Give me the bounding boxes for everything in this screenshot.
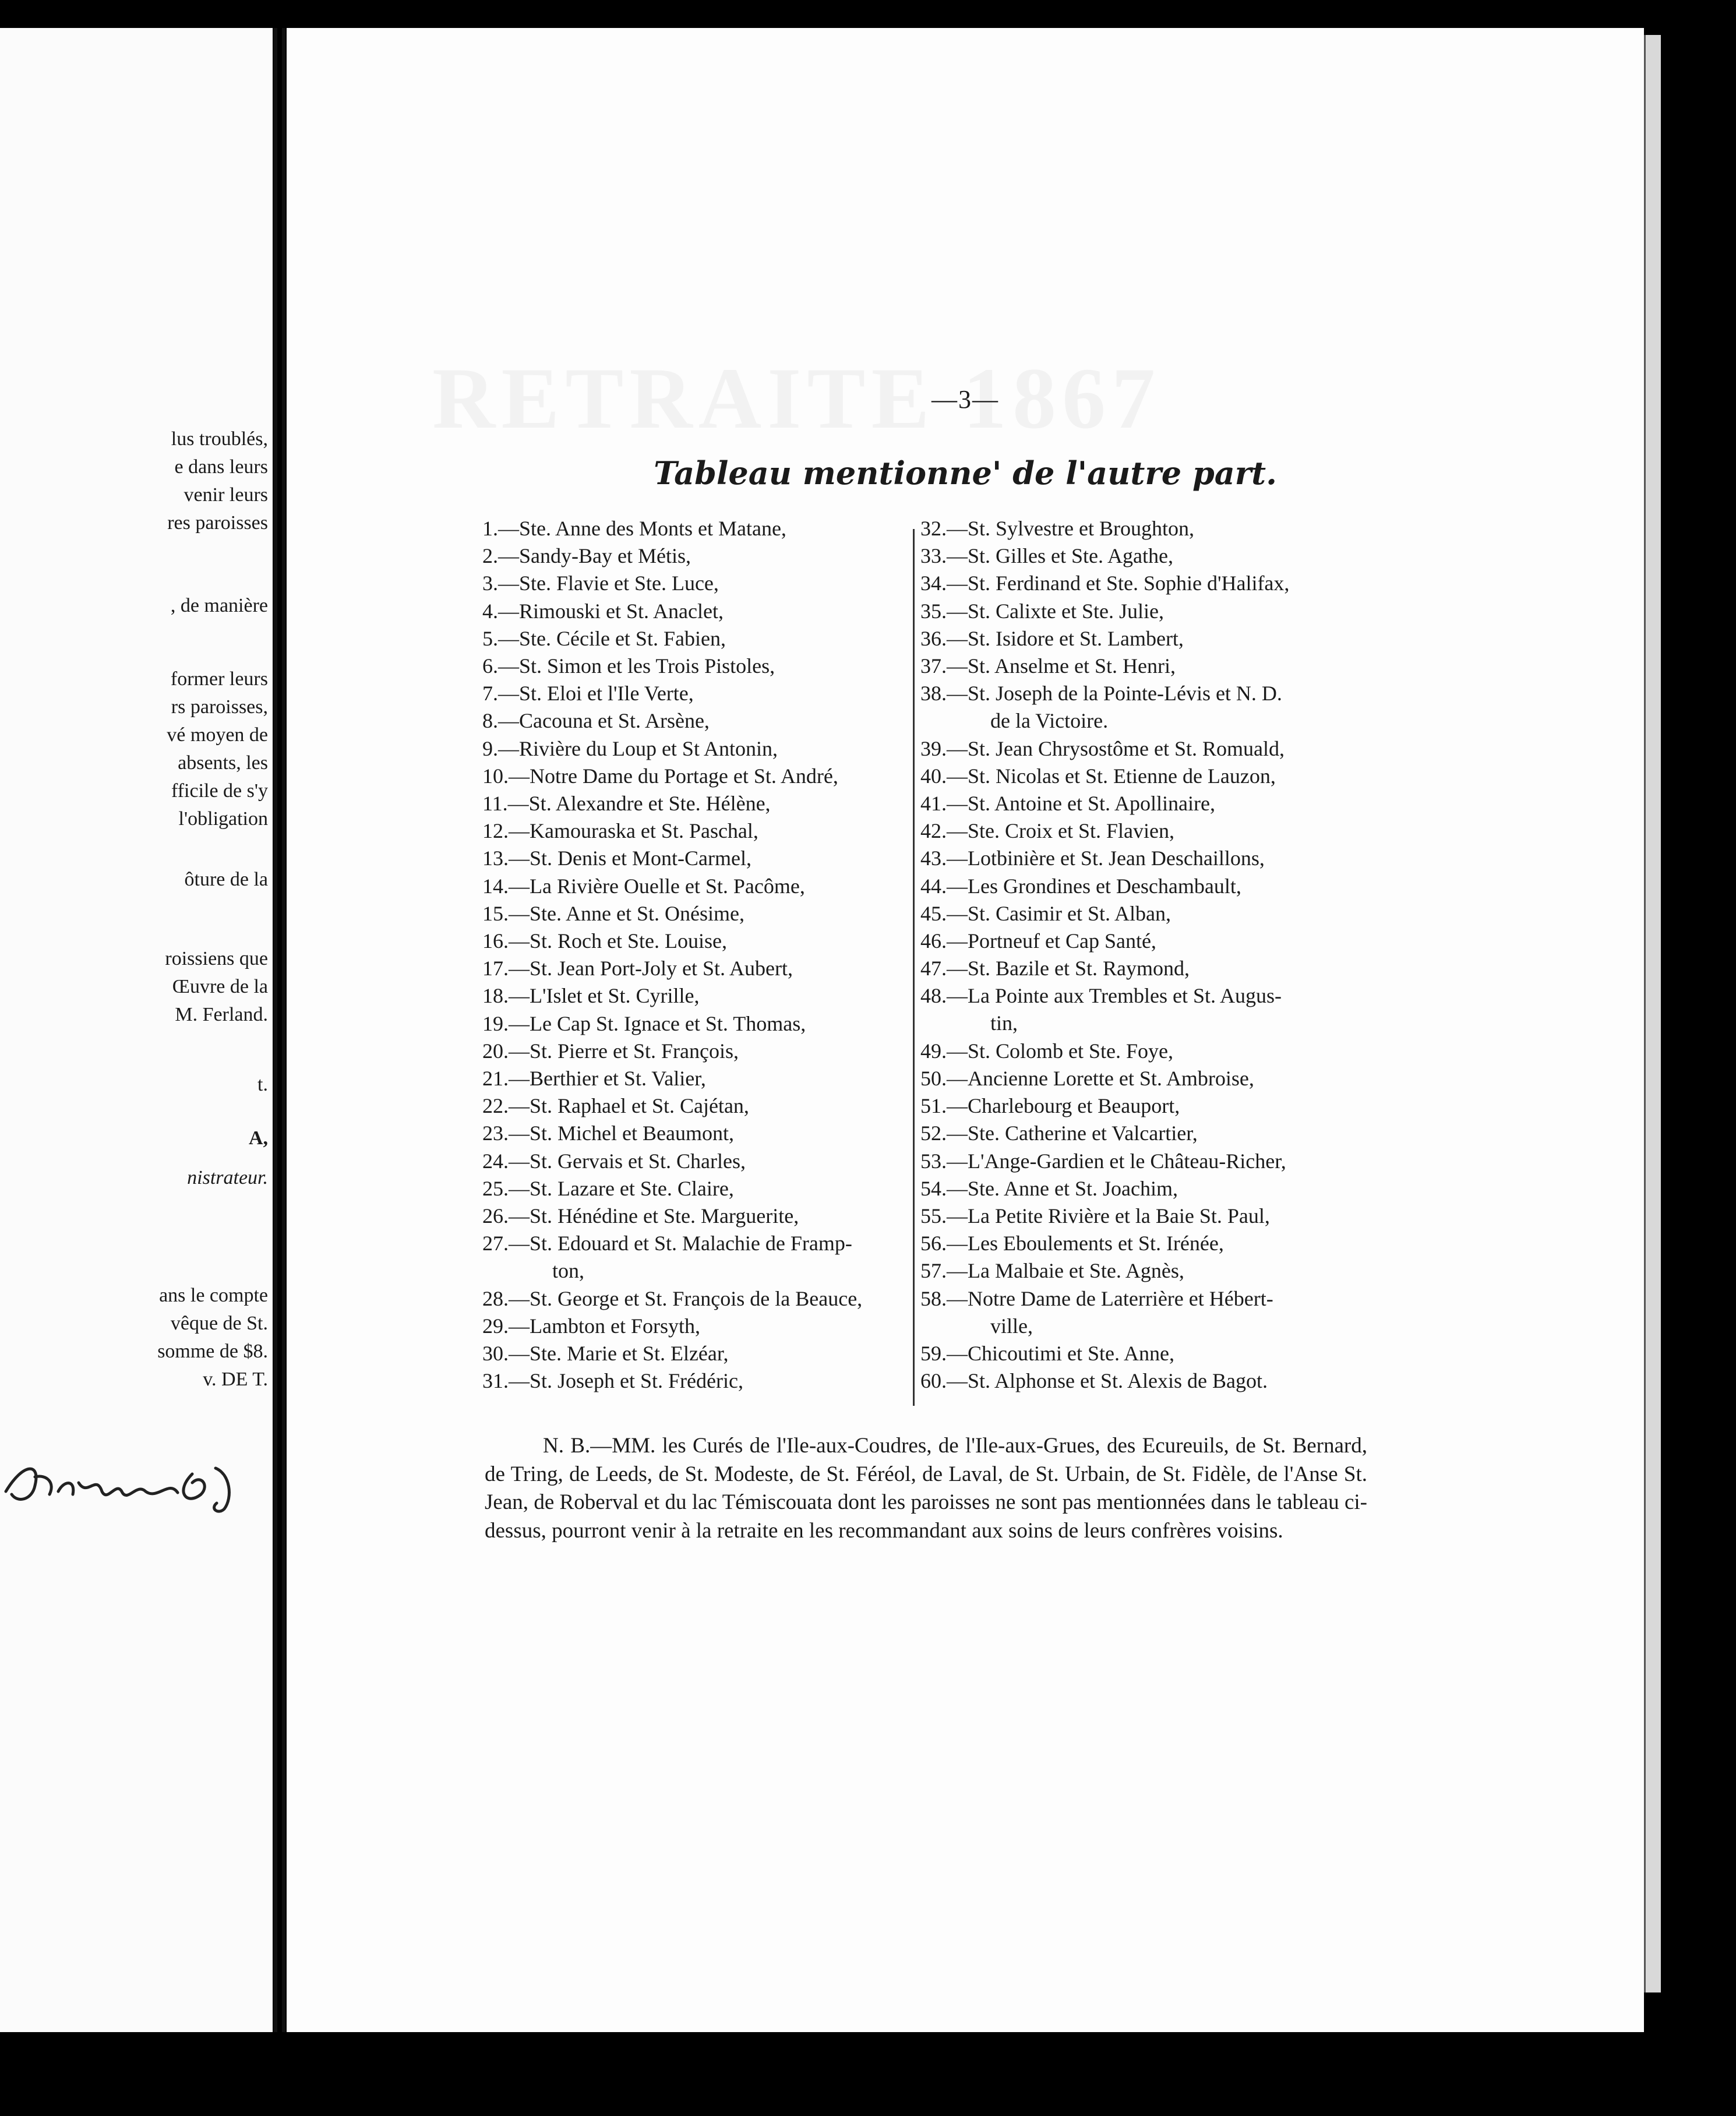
facing-page-line: v. DE T. xyxy=(203,1369,268,1390)
facing-page-line: nistrateur. xyxy=(187,1167,268,1189)
parish-entry xyxy=(482,900,744,927)
parish-entry xyxy=(482,845,751,872)
parish-entry-text: 30.—Ste. Marie et St. Elzéar, xyxy=(482,1342,729,1365)
parish-entry xyxy=(482,1367,743,1395)
parish-entry-continuation: de la Victoire. xyxy=(990,709,1109,733)
parish-entry xyxy=(920,1120,1198,1147)
parish-entry-text: 29.—Lambton et Forsyth, xyxy=(482,1314,700,1338)
facing-page-line: A, xyxy=(248,1127,268,1149)
parish-entry xyxy=(920,927,1156,955)
parish-entry-text: 26.—St. Hénédine et Ste. Marguerite, xyxy=(482,1204,799,1228)
parish-entry xyxy=(482,515,786,542)
parish-entry xyxy=(920,1038,1173,1065)
parish-entry xyxy=(920,1340,1174,1367)
parish-entry xyxy=(920,1148,1286,1175)
parish-entry-text: 31.—St. Joseph et St. Frédéric, xyxy=(482,1369,743,1393)
parish-entry-text: 59.—Chicoutimi et Ste. Anne, xyxy=(920,1342,1174,1365)
parish-entry-text: 25.—St. Lazare et Ste. Claire, xyxy=(482,1176,734,1200)
page-number: —3— xyxy=(931,385,999,414)
parish-entry-text: 45.—St. Casimir et St. Alban, xyxy=(920,901,1172,925)
parish-entry xyxy=(920,1175,1178,1202)
parish-entry xyxy=(920,1202,1270,1230)
parish-entry-text: 40.—St. Nicolas et St. Etienne de Lauzon, xyxy=(920,764,1276,788)
parish-entry xyxy=(482,1010,806,1038)
page-edge xyxy=(1644,35,1661,1992)
parish-entry-text: 55.—La Petite Rivière et la Baie St. Paul, xyxy=(920,1204,1270,1228)
facing-page-line: roissiens que xyxy=(165,948,268,969)
parish-entry-text: 12.—Kamouraska et St. Paschal, xyxy=(482,819,758,843)
parish-entry-text: 21.—Berthier et St. Valier, xyxy=(482,1067,706,1090)
parish-entry xyxy=(482,817,758,845)
parish-entry-text: 18.—L'Islet et St. Cyrille, xyxy=(482,984,700,1008)
facing-page-line: absents, les xyxy=(178,752,268,774)
parish-entry xyxy=(920,1092,1180,1120)
facing-page-line: rs paroisses, xyxy=(171,696,268,718)
page-title: Tableau mentionne' de l'autre part. xyxy=(654,454,1277,492)
parish-entry xyxy=(482,1120,734,1147)
parish-entry xyxy=(482,1148,746,1175)
parish-entry xyxy=(920,1367,1268,1395)
parish-entry-text: 36.—St. Isidore et St. Lambert, xyxy=(920,626,1184,650)
parish-entry xyxy=(920,1257,1184,1285)
parish-entry-text: 17.—St. Jean Port-Joly et St. Aubert, xyxy=(482,957,793,981)
parish-entry xyxy=(920,1230,1224,1257)
parish-entry-text: 60.—St. Alphonse et St. Alexis de Bagot. xyxy=(920,1369,1268,1393)
parish-entry xyxy=(482,1175,734,1202)
parish-entry-text: 19.—Le Cap St. Ignace et St. Thomas, xyxy=(482,1011,806,1035)
parish-entry xyxy=(482,1202,799,1230)
facing-page-line: l'obligation xyxy=(178,808,268,830)
parish-entry-text: 2.—Sandy-Bay et Métis, xyxy=(482,544,691,568)
parish-entry xyxy=(482,680,694,707)
parish-entry-continuation: ton, xyxy=(552,1259,585,1283)
parish-entry-text: 54.—Ste. Anne et St. Joachim, xyxy=(920,1176,1178,1200)
parish-entry xyxy=(920,680,1282,735)
parish-entry xyxy=(920,1285,1273,1340)
parish-entry-text: 34.—St. Ferdinand et Ste. Sophie d'Halifax, xyxy=(920,572,1290,595)
parish-entry-text: 43.—Lotbinière et St. Jean Deschaillons, xyxy=(920,847,1265,870)
parish-entry xyxy=(482,927,727,955)
parish-entry-text: 9.—Rivière du Loup et St Antonin, xyxy=(482,736,778,760)
parish-entry-text: 3.—Ste. Flavie et Ste. Luce, xyxy=(482,572,719,595)
gutter-line-right xyxy=(282,28,285,2032)
facing-page-line: vé moyen de xyxy=(167,724,268,746)
parish-entry-continuation: tin, xyxy=(990,1011,1018,1035)
parish-entry-text: 41.—St. Antoine et St. Apollinaire, xyxy=(920,792,1215,815)
facing-page-line: , de manière xyxy=(170,595,268,616)
facing-page-line: t. xyxy=(257,1074,268,1095)
parish-entry-text: 7.—St. Eloi et l'Ile Verte, xyxy=(482,682,694,706)
parish-entry xyxy=(920,515,1194,542)
parish-entry xyxy=(482,625,726,653)
parish-entry-text: 6.—St. Simon et les Trois Pistoles, xyxy=(482,654,775,678)
parish-entry xyxy=(482,1313,700,1340)
parish-entry xyxy=(482,598,724,625)
parish-entry-text: 32.—St. Sylvestre et Broughton, xyxy=(920,517,1194,540)
parish-entry xyxy=(482,873,805,900)
parish-entry xyxy=(920,570,1289,597)
parish-entry-text: 15.—Ste. Anne et St. Onésime, xyxy=(482,901,744,925)
parish-entry-text: 14.—La Rivière Ouelle et St. Pacôme, xyxy=(482,874,805,898)
parish-entry-text: 57.—La Malbaie et Ste. Agnès, xyxy=(920,1259,1184,1283)
parish-entry-text: 38.—St. Joseph de la Pointe-Lévis et N. D. xyxy=(920,682,1282,706)
parish-entry-text: 22.—St. Raphael et St. Cajétan, xyxy=(482,1094,749,1118)
parish-entry-continuation: ville, xyxy=(990,1314,1033,1338)
parish-entry-text: 8.—Cacouna et St. Arsène, xyxy=(482,709,710,733)
parish-entry xyxy=(482,542,691,570)
facing-page-line: lus troublés, xyxy=(171,428,268,450)
parish-entry-text: 58.—Notre Dame de Laterrière et Hébert- xyxy=(920,1286,1273,1310)
parish-entry xyxy=(482,955,793,982)
parish-entry-text: 10.—Notre Dame du Portage et St. André, xyxy=(482,764,838,788)
facing-page-line: fficile de s'y xyxy=(171,780,268,802)
document-page xyxy=(287,28,1644,2032)
parish-entry xyxy=(482,735,778,763)
parish-entry xyxy=(482,1038,739,1065)
facing-page-line: ôture de la xyxy=(184,869,268,890)
parish-entry-text: 28.—St. George et St. François de la Beauce, xyxy=(482,1286,863,1310)
facing-page-line: venir leurs xyxy=(184,484,268,506)
column-divider xyxy=(913,529,915,1406)
parish-entry xyxy=(920,873,1241,900)
parish-entry-text: 49.—St. Colomb et Ste. Foye, xyxy=(920,1039,1174,1063)
parish-entry xyxy=(920,817,1174,845)
parish-entry-text: 48.—La Pointe aux Trembles et St. Augus- xyxy=(920,984,1282,1008)
parish-entry-text: 16.—St. Roch et Ste. Louise, xyxy=(482,929,727,953)
parish-entry xyxy=(920,982,1282,1037)
parish-entry-text: 20.—St. Pierre et St. François, xyxy=(482,1039,739,1063)
parish-entry xyxy=(482,653,775,680)
facing-page-fragment xyxy=(0,28,273,2032)
facing-page-line: former leurs xyxy=(170,668,268,690)
parish-entry xyxy=(482,1065,706,1092)
parish-entry-text: 4.—Rimouski et St. Anaclet, xyxy=(482,599,724,623)
parish-entry xyxy=(482,790,771,817)
parish-entry xyxy=(482,763,838,790)
facing-page-line: res paroisses xyxy=(167,512,268,534)
parish-entry-text: 52.—Ste. Catherine et Valcartier, xyxy=(920,1122,1198,1145)
parish-entry xyxy=(482,1230,852,1285)
parish-entry-text: 37.—St. Anselme et St. Henri, xyxy=(920,654,1176,678)
parish-entry xyxy=(920,653,1176,680)
parish-entry-text: 24.—St. Gervais et St. Charles, xyxy=(482,1149,746,1173)
facing-page-line: e dans leurs xyxy=(174,456,268,478)
facing-page-line: ans le compte xyxy=(159,1285,268,1306)
facing-page-line: vêque de St. xyxy=(170,1313,268,1334)
facing-page-line: Œuvre de la xyxy=(172,976,268,997)
parish-entry-text: 11.—St. Alexandre et Ste. Hélène, xyxy=(482,792,771,815)
parish-entry-text: 44.—Les Grondines et Deschambault, xyxy=(920,874,1241,898)
parish-entry-text: 51.—Charlebourg et Beauport, xyxy=(920,1094,1180,1118)
parish-entry xyxy=(482,707,710,735)
facing-page-line: M. Ferland. xyxy=(175,1004,268,1025)
parish-entry-text: 39.—St. Jean Chrysostôme et St. Romuald, xyxy=(920,736,1285,760)
parish-entry xyxy=(920,790,1215,817)
parish-entry xyxy=(482,1285,862,1313)
parish-entry-text: 13.—St. Denis et Mont-Carmel, xyxy=(482,847,751,870)
parish-entry-text: 42.—Ste. Croix et St. Flavien, xyxy=(920,819,1174,843)
parish-entry-text: 46.—Portneuf et Cap Santé, xyxy=(920,929,1156,953)
footnote-paragraph: N. B.—MM. les Curés de l'Ile-aux-Coudres, de l'Ile-aux-Grues, des Ecureuils, de St. Bernard, de Tring, de Leeds, de St. Modeste, de St. Féréol, de Laval, de St. Urbain, de St. Fidèle, de l'Anse St. Jean, de Roberval et du lac Témiscouata dont les paroisses ne sont pas mentionnées dans le tableau ci-dessus, pourront venir à la retraite en les recommandant aux soins de leurs confrères voisins. xyxy=(485,1434,1367,1543)
parish-entry-text: 5.—Ste. Cécile et St. Fabien, xyxy=(482,626,726,650)
gutter-line-left xyxy=(274,28,277,2032)
parish-entry xyxy=(920,625,1184,653)
parish-entry xyxy=(920,900,1171,927)
parish-entry xyxy=(482,1340,728,1367)
parish-entry xyxy=(920,542,1173,570)
parish-entry xyxy=(920,598,1164,625)
parish-entry xyxy=(920,845,1265,872)
parish-entry-text: 1.—Ste. Anne des Monts et Matane, xyxy=(482,517,786,540)
parish-entry xyxy=(482,1092,749,1120)
parish-entry-text: 53.—L'Ange-Gardien et le Château-Richer, xyxy=(920,1149,1286,1173)
signature-mark xyxy=(0,1451,268,1521)
parish-entry-text: 33.—St. Gilles et Ste. Agathe, xyxy=(920,544,1173,568)
parish-entry xyxy=(920,735,1285,763)
parish-entry xyxy=(920,763,1276,790)
parish-entry-text: 56.—Les Eboulements et St. Irénée, xyxy=(920,1232,1224,1256)
parish-entry xyxy=(920,1065,1254,1092)
parish-entry-text: 50.—Ancienne Lorette et St. Ambroise, xyxy=(920,1067,1254,1090)
parish-entry xyxy=(482,570,719,597)
parish-entry xyxy=(920,955,1190,982)
parish-entry-text: 27.—St. Edouard et St. Malachie de Framp- xyxy=(482,1232,852,1256)
parish-entry-text: 47.—St. Bazile et St. Raymond, xyxy=(920,957,1190,981)
parish-entry-text: 35.—St. Calixte et Ste. Julie, xyxy=(920,599,1164,623)
facing-page-line: somme de $8. xyxy=(157,1341,268,1362)
parish-entry xyxy=(482,982,699,1010)
parish-entry-text: 23.—St. Michel et Beaumont, xyxy=(482,1122,734,1145)
